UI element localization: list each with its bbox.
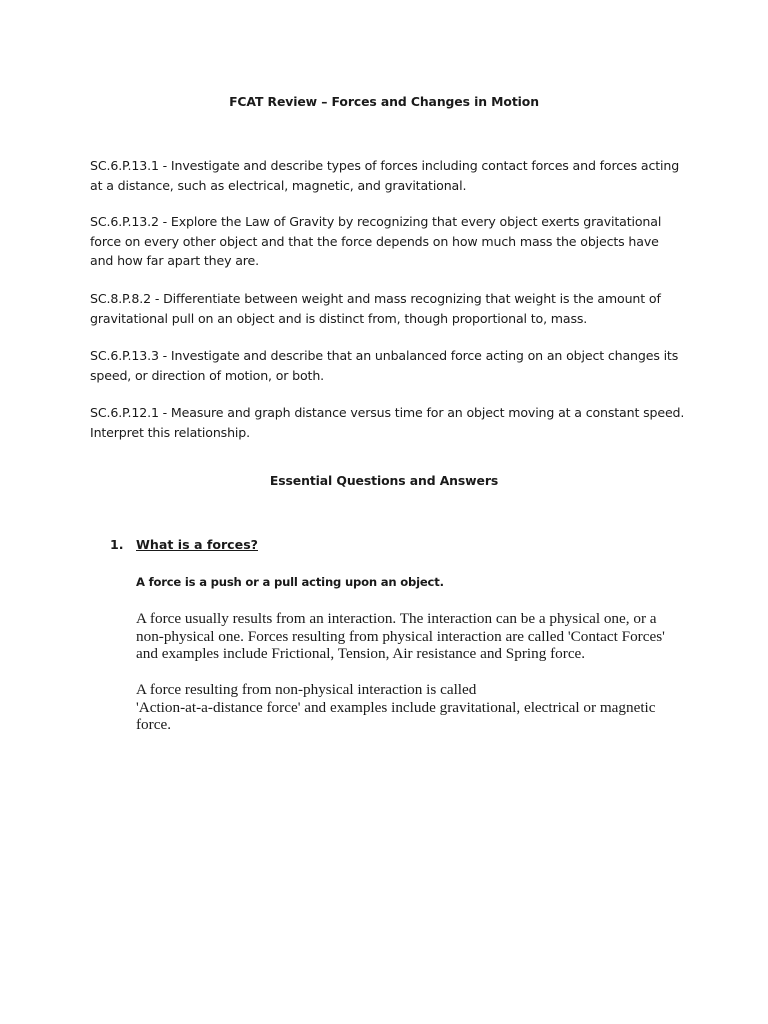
paragraph-line: and examples include Frictional, Tension, Air resistance and Spring force. [136,645,586,663]
standard-line: speed, or direction of motion, or both. [90,367,325,383]
standard-sc-6-p-13-2 [90,212,690,271]
standard-line: SC.6.P.13.3 - Investigate and describe that an unbalanced force acting on an object changes its [90,348,679,363]
question-number: 1. [110,537,124,552]
standard-line: at a distance, such as electrical, magnetic, and gravitational. [90,177,467,193]
standard-line: gravitational pull on an object and is distinct from, though proportional to, mass. [90,310,588,326]
section-heading: Essential Questions and Answers [269,473,499,488]
paragraph-line: non-physical one. Forces resulting from physical interaction are called 'Contact Forces' [136,627,665,645]
standard-line: SC.6.P.12.1 - Measure and graph distance versus time for an object moving at a constant speed. [90,405,685,420]
paragraph-line: A force resulting from non-physical interaction is called [136,681,477,698]
document-title: FCAT Review – Forces and Changes in Motion [229,94,539,109]
standard-sc-6-p-13-1 [90,156,690,195]
answer-lead: A force is a push or a pull acting upon an object. [136,575,444,589]
standard-line: SC.6.P.13.1 - Investigate and describe types of forces including contact forces and forces acting [90,158,680,173]
answer-paragraph [136,610,676,663]
paragraph-line: A force usually results from an interaction. The interaction can be a physical one, or a [136,610,657,627]
standard-line: SC.8.P.8.2 - Differentiate between weight and mass recognizing that weight is the amount of [90,291,661,306]
answer-paragraph [136,681,676,734]
standard-line: SC.6.P.13.2 - Explore the Law of Gravity by recognizing that every object exerts gravitational [90,214,662,229]
standard-sc-6-p-12-1 [90,403,690,442]
standard-sc-6-p-13-3 [90,346,690,385]
standard-line: Interpret this relationship. [90,424,250,440]
paragraph-line: force. [136,716,171,734]
standard-line: force on every other object and that the force depends on how much mass the objects have [90,233,659,249]
standard-line: and how far apart they are. [90,253,260,268]
paragraph-line: 'Action-at-a-distance force' and examples include gravitational, electrical or magnetic [136,698,656,716]
standard-sc-8-p-8-2 [90,289,690,328]
question-text: What is a forces? [136,537,258,552]
